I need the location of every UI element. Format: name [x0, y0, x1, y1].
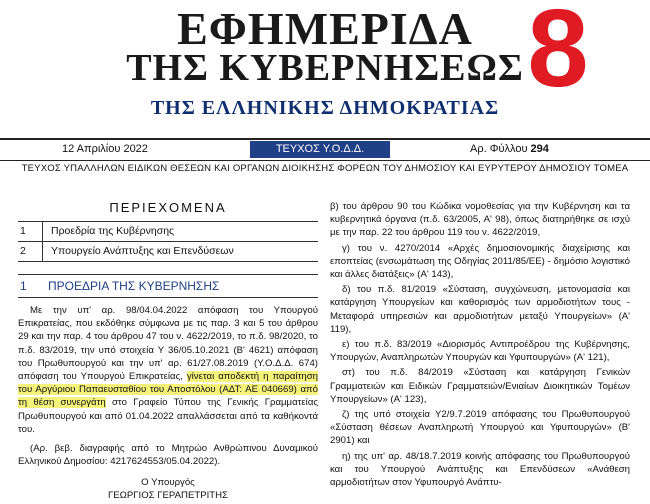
right-column	[330, 200, 630, 491]
sheet-label: Αρ. Φύλλου	[470, 143, 528, 155]
sheet-number	[470, 143, 549, 155]
toc-item[interactable]	[18, 242, 318, 261]
contents-title: ΠΕΡΙΕΧΟΜΕΝΑ	[109, 200, 227, 215]
legal-basis-item: δ) του π.δ. 81/2019 «Σύσταση, συγχώνευση, μετονομασία και κατάργηση Υπουργείων και καθορισμός των αρμοδιοτήτων τους - Μεταφορά υπηρεσιών και αρμοδιοτήτων μεταξύ Υπουργείων» (Α' 119),	[330, 284, 630, 335]
legal-basis-item: στ) του π.δ. 84/2019 «Σύσταση και κατάργηση Γενικών Γραμματειών και Ειδικών Γραμματειών/Ενιαίων Διοικητικών Τομέων Υπουργείων» (Α' 123),	[330, 367, 630, 405]
issue-date: 12 Απριλίου 2022	[62, 143, 148, 155]
issue-type-badge: ΤΕΥΧΟΣ Υ.Ο.Δ.Δ.	[250, 141, 390, 158]
section-title: ΠΡΟΕΔΡΙΑ ΤΗΣ ΚΥΒΕΡΝΗΣΗΣ	[48, 279, 220, 293]
masthead	[0, 0, 650, 140]
contents-table	[18, 221, 318, 262]
signature-name: ΓΕΩΡΓΙΟΣ ΓΕΡΑΠΕΤΡΙΤΗΣ	[107, 490, 228, 502]
section-number: 1	[20, 279, 27, 293]
legal-basis-item: ζ) της υπό στοιχεία Υ2/9.7.2019 απόφασης του Πρωθυπουργού «Σύσταση θέσεων Αναπληρωτή Υπουργού και Υφυπουργών» (Β' 2901) και	[330, 409, 630, 447]
registry-note: (Αρ. βεβ. διαγραφής από το Μητρώο Ανθρώπινου Δυναμικού Ελληνικού Δημοσίου: 4217624553/05.04.2022).	[18, 443, 318, 468]
legal-basis-item: γ) του ν. 4270/2014 «Αρχές δημοσιονομικής διαχείρισης και εποπτείας (ενσωμάτωση της Οδηγίας 2011/85/ΕΕ) - δημόσιο λογιστικό και άλλες διατάξεις» (Α' 143),	[330, 242, 630, 281]
toc-item-number: 1	[18, 222, 43, 241]
issue-recipients: ΤΕΥΧΟΣ ΥΠΑΛΛΗΛΩΝ ΕΙΔΙΚΩΝ ΘΕΣΕΩΝ ΚΑΙ ΟΡΓΑΝΩΝ ΔΙΟΙΚΗΣΗΣ ΦΟΡΕΩΝ ΤΟΥ ΔΗΜΟΣΙΟΥ ΚΑΙ ΕΥΡΥΤΕΡΟΥ ΔΗΜΟΣΙΟΥ ΤΟΜΕΑ	[21, 163, 629, 174]
toc-item-label: Προεδρία της Κυβέρνησης	[51, 225, 175, 237]
top-divider	[0, 138, 650, 140]
decision-text-before: Με την υπ' αρ. 98/04.04.2022 απόφαση του Υπουργού Επικρατείας, που εκδόθηκε σύμφωνα με τις παρ. 3 και 5 του άρθρου 29 και την παρ. 4 του άρθρου 47 του ν. 4622/2019, το π.δ. 98/2020, το π.δ. 83/2019, την υπό στοιχεία Υ 36/05.10.2021 (Β' 4621) απόφαση του Πρωθυπουργού και την υπ' αρ. 61/27.08.2019 (Υ.Ο.Δ.Δ. 674) απόφαση του Υπουργού Επικρατείας,	[18, 305, 318, 383]
toc-item-label: Υπουργείο Ανάπτυξης και Επενδύσεων	[51, 245, 234, 257]
legal-basis-item: ε) του π.δ. 83/2019 «Διορισμός Αντιπροέδρου της Κυβέρνησης, Υπουργών, Αναπληρωτών Υπουργών και Υφυπουργών» (Α' 121),	[330, 339, 630, 364]
signature-role: Ο Υπουργός	[141, 477, 195, 489]
left-column	[18, 200, 318, 502]
decision-text-after: στο Γραφείο Τύπου της Γενικής Γραμματείας Πρωθυπουργού και από 01.04.2022 απαλλάσσεται από τα καθήκοντά του.	[18, 397, 318, 435]
toc-item[interactable]	[18, 222, 318, 242]
gazette-subtitle: ΤΗΣ ΕΛΛΗΝΙΚΗΣ ΔΗΜΟΚΡΑΤΙΑΣ	[150, 97, 500, 119]
section-heading	[18, 274, 318, 298]
issue-info-bar	[0, 141, 650, 159]
legal-basis-item: β) του άρθρου 90 του Κώδικα νομοθεσίας για την Κυβέρνηση και τα κυβερνητικά όργανα (π.δ. 63/2005, Α' 98), όπως διατηρήθηκε σε ισχύ με την παρ. 22 του άρθρου 119 του ν. 4622/2019,	[330, 201, 630, 239]
decision-paragraph	[18, 304, 318, 436]
info-divider	[0, 160, 650, 161]
sheet-value: 294	[530, 143, 549, 155]
legal-basis-item: η) της υπ' αρ. 48/18.7.2019 κοινής απόφασης του Πρωθυπουργού και του Υπουργού Ανάπτυξης και Επενδύσεων «Ανάθεση αρμοδιοτήτων στον Υφυπουργό Ανάπτυ-	[330, 450, 630, 489]
gazette-title-line2: ΤΗΣ ΚΥΒΕΡΝΗΣΕΩΣ	[126, 47, 524, 89]
highlighted-resignation-text: γίνεται αποδεκτή η παραίτηση του Αργύριου Παπαευσταθίου του Αποστόλου (ΑΔΤ: ΑΕ 040669) από τη θέση συνεργάτη	[18, 371, 318, 409]
issue-number-overlay: 8	[527, 0, 589, 110]
toc-item-number: 2	[18, 242, 43, 261]
gazette-title-line1: ΕΦΗΜΕΡΙΔΑ	[177, 3, 473, 54]
